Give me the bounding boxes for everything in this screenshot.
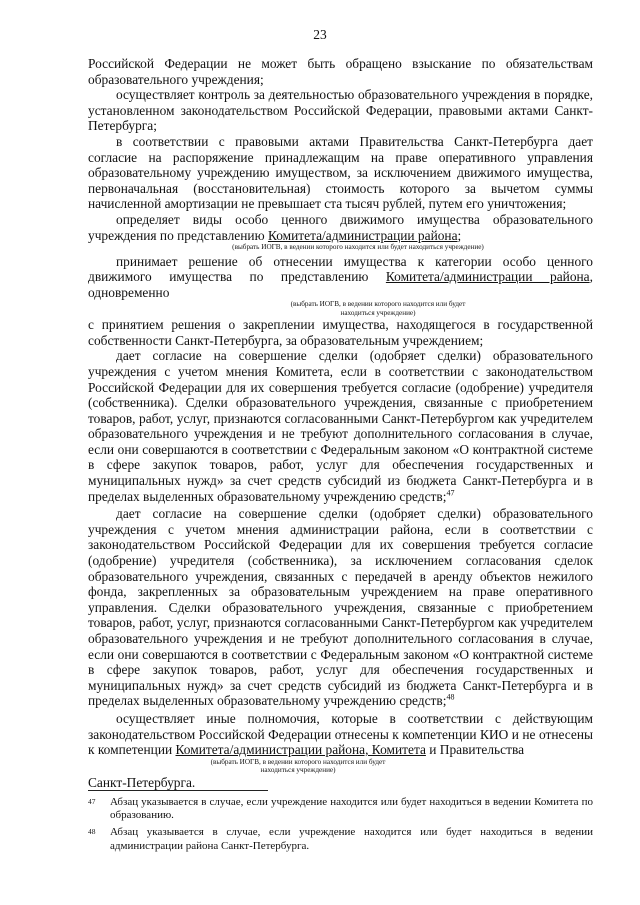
authority-placeholder: Комитета/администрации района [385,269,590,285]
paragraph-valuable-decision [88,254,593,301]
footnote-47 [88,796,593,822]
paragraph-text: дает согласие на совершение сделки (одобряет сделки) образовательного учреждения с учетом мнения Комитета, если в соответствии с законодательством Российской Федерации для их совершения требуется согласие (одобрение) учредителя (собственника). Сделки образовательного учреждения, связанные с приобретением товаров, работ, услуг, признаются согласованными Санкт-Петербургом как учредителем образовательного учреждения и не требуют дополнительного согласования в случае, если они совершаются в соответствии с Федеральным законом «О контрактной системе в сфере закупок товаров, работ, услуг для обеспечения государственных и муниципальных нужд» за счет средств субсидий из бюджета Санкт-Петербурга и в пределах выделенных образовательному учреждению средств; [88,348,593,504]
footnote-number: 48 [88,827,96,837]
paragraph-other-powers [88,711,593,758]
footnote-ref-48[interactable]: 48 [446,692,455,702]
footnote-text: Абзац указывается в случае, если учреждение находится или будет находиться в ведении администрации района Санкт-Петербурга. [110,826,593,852]
paragraph-text: и Правительства [425,742,525,758]
paragraph-consent-disposal: в соответствии с правовыми актами Правительства Санкт-Петербурга дает согласие на распоряжение принадлежащим на праве оперативного управления образовательному учреждению имуществом, за исключением движимого имущества, первоначальная (восстановительная) стоимость которого за вычетом суммы начисленной амортизации не превышает ста тысяч рублей, путем его уничтожения; [88,133,593,212]
paragraph-deals-district [88,506,593,709]
footnote-number: 47 [88,797,96,806]
paragraph-1: Российской Федерации не может быть обращено взыскание по обязательствам образовательного учреждения; [88,56,593,87]
footnote-ref-47[interactable]: 47 [446,488,455,498]
placeholder-note: (выбрать ИОГВ, в ведении которого находится или будет находиться учреждение) [210,757,386,775]
authority-placeholder: Комитета/администрации района [267,227,458,243]
paragraph-text: определяет виды особо ценного движимого имущества образовательного учреждения по представлению [88,211,593,243]
authority-placeholder: Комитета/администрации района, Комитета [175,742,426,758]
placeholder-note: (выбрать ИОГВ, в ведении которого находится или будет находиться учреждение) [290,300,466,317]
paragraph-text: , одновременно [88,269,593,300]
paragraph-deals-committee [88,348,593,504]
paragraph-text: ; [457,227,462,243]
paragraph-text: осуществляет иные полномочия, которые в соответствии с действующим законодательством Российской Федерации отнесены к компетенции КИО и не отнесены к компетенции [88,710,593,758]
paragraph-assignment: с принятием решения о закреплении имущества, находящегося в государственной собственности Санкт-Петербурга, за образовательным учреждением; [88,317,593,348]
footnote-text: Абзац указывается в случае, если учреждение находится или будет находиться в ведении Комитета по образованию. [110,796,593,822]
paragraph-valuable-types [88,212,593,243]
paragraph-tail: Санкт-Петербурга. [88,774,196,790]
document-body [88,56,593,790]
page-number: 23 [313,27,327,42]
paragraph-text: принимает решение об отнесении имущества к категории особо ценного движимого имущества по представлению [88,253,593,285]
footnotes [88,796,593,857]
paragraph-control: осуществляет контроль за деятельностью образовательного учреждения в порядке, установленном законодательством Российской Федерации, правовыми актами Санкт-Петербурга; [88,87,593,134]
paragraph-text: дает согласие на совершение сделки (одобряет сделки) образовательного учреждения с учетом мнения администрации района, если в соответствии с законодательством Российской Федерации для их совершения требуется согласие (одобрение) учредителя (собственника), за исключением согласования сделок образовательного учреждения, связанных с передачей в аренду объектов нежилого фонда, закрепленных за образовательным учреждением на праве оперативного управления. Сделки образовательного учреждения, связанные с приобретением товаров, работ, услуг, признаются согласованными Санкт-Петербургом как учредителем образовательного учреждения и не требуют дополнительного согласования в случае, если они совершаются в соответствии с Федеральным законом «О контрактной системе в сфере закупок товаров, работ, услуг для обеспечения государственных и муниципальных нужд» за счет средств субсидий из бюджета Санкт-Петербурга и в пределах выделенных образовательному учреждению средств; [88,506,593,709]
footnote-48 [88,826,593,852]
placeholder-note: (выбрать ИОГВ, в ведении которого находится или будет находиться учреждение) [232,243,484,252]
footnote-separator [88,790,268,791]
